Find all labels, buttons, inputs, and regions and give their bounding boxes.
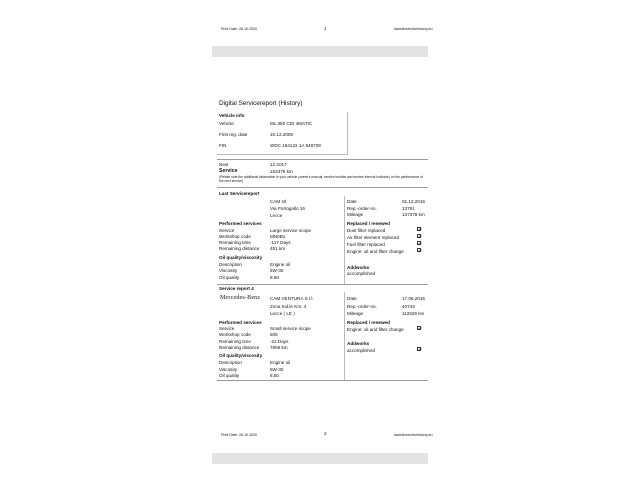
s4-remaining-distance-label: Remaining distance [219, 345, 260, 350]
s4-workshop-label: Workshop code [219, 332, 251, 337]
checkmark-icon [417, 248, 421, 252]
s4-oil-description-value: Engine oil [270, 360, 291, 365]
last-oil-heading: Oil quality/viscosity [219, 255, 263, 260]
column-divider [344, 196, 345, 284]
last-viscosity-label: Viscosity [219, 268, 238, 273]
last-workshop-value: MN0B1 [270, 234, 286, 239]
last-date-value: 01.12.2016 [402, 199, 425, 204]
first-reg-label: First reg. date [219, 132, 248, 137]
mercedes-benz-logo: Mercedes-Benz [220, 295, 261, 301]
last-oil-description-value: Engine oil [270, 262, 291, 267]
s4-date-label: Date [347, 296, 357, 301]
fin-label: FIN [219, 143, 227, 148]
vehicle-info-heading: Vehicle info [219, 113, 245, 118]
s4-mileage-label: Mileage [347, 311, 364, 316]
last-addworks-heading: Addworks [347, 265, 370, 270]
next-service-note: (Please note the additional information in your vehicle (owner's manual, service booklet and service interval indicator) on the performance of the next service) [219, 175, 424, 183]
divider [217, 380, 428, 381]
page-break-band [212, 46, 428, 57]
last-date-label: Date [347, 199, 357, 204]
page1-page-number: 1 [324, 26, 327, 31]
checkmark-icon [417, 347, 421, 351]
last-mileage-value: 137378 km [402, 212, 425, 217]
page1-print-date: Print Date: 28.10.2020 [221, 27, 257, 31]
divider [217, 159, 428, 160]
last-dealer-name: CAM srl [270, 199, 287, 204]
column-divider [344, 292, 345, 380]
s4-workshop-value: 505 [270, 332, 278, 337]
checkmark-icon [417, 234, 421, 238]
page2-header-right: daimlerservicehistory.eu [394, 433, 433, 437]
last-mileage-label: Mileage [347, 212, 364, 217]
last-replaced-item: Engine: oil and filter change [347, 249, 404, 254]
s4-date-value: 17.08.2015 [402, 296, 425, 301]
s4-mileage-value: 112629 km [402, 311, 425, 316]
divider [217, 284, 428, 285]
last-replaced-item: Air filter element replaced [347, 235, 400, 240]
service-label: Service [219, 168, 238, 174]
last-service-scope-label: Service [219, 228, 235, 233]
last-service-heading: Last Servicereport [219, 191, 260, 196]
s4-oil-quality-label: Oil quality [219, 373, 240, 378]
last-viscosity-value: 5W-30 [270, 268, 284, 273]
last-replaced-heading: Replaced / renewed [347, 221, 390, 226]
s4-dealer-street: Zona Ind.le Km. 4 [270, 304, 307, 309]
s4-service-scope-value: Small service scope [270, 326, 311, 331]
last-remaining-distance-value: 451 km [270, 246, 286, 251]
s4-oil-quality-value: 8,50 [270, 373, 279, 378]
checkmark-icon [417, 227, 421, 231]
page2-print-date: Print Date: 28.10.2020 [221, 433, 257, 437]
service4-heading: Service report 4 [219, 286, 254, 291]
next-label: Next [219, 162, 229, 167]
checkmark-icon [417, 241, 421, 245]
s4-remaining-time-label: Remaining time [219, 339, 251, 344]
s4-oil-heading: Oil quality/viscosity [219, 353, 263, 358]
last-dealer-city: Lecce [270, 213, 283, 218]
page-title: Digital Servicereport (History) [219, 100, 303, 107]
checkmark-icon [417, 326, 421, 330]
s4-replaced-item: Engine: oil and filter change [347, 327, 404, 332]
last-workshop-label: Workshop code [219, 234, 251, 239]
page1-header-right: daimlerservicehistory.eu [394, 27, 433, 31]
last-addworks-value: accomplished [347, 271, 376, 276]
vehicle-value: ML 350 CDI 4MATIC [270, 121, 313, 126]
last-oil-quality-label: Oil quality [219, 275, 240, 280]
last-oil-description-label: Description [219, 262, 242, 267]
last-dealer-street: Via Portogallo 16 [270, 206, 305, 211]
vehicle-label: Vehicle [219, 121, 234, 126]
page2-page-number: 2 [324, 431, 327, 436]
s4-replaced-heading: Replaced / renewed [347, 320, 390, 325]
s4-remaining-time-value: -22 Days [270, 339, 289, 344]
last-oil-quality-value: 8.50 [270, 275, 279, 280]
s4-addworks-heading: Addworks [347, 341, 370, 346]
s4-service-scope-label: Service [219, 326, 235, 331]
s4-oil-description-label: Description [219, 360, 242, 365]
last-replaced-item: Fuel filter replaced [347, 242, 385, 247]
s4-viscosity-label: Viscosity [219, 367, 238, 372]
last-order-value: 13791 [402, 206, 415, 211]
s4-dealer-name: CAM VENTURA S.r.l. [270, 296, 314, 301]
next-value: 12.2017 [270, 162, 287, 167]
last-remaining-time-value: -117 Days [270, 240, 291, 245]
s4-order-label: Rep.-order-no. [347, 304, 377, 309]
s4-addworks-value: accomplished [347, 348, 376, 353]
last-order-label: Rep.-order-no. [347, 206, 377, 211]
last-remaining-distance-label: Remaining distance [219, 246, 260, 251]
page-break-band [212, 453, 428, 464]
first-reg-value: 10.12.2009 [270, 132, 293, 137]
last-performed-heading: Performed services [219, 221, 262, 226]
service-value: 162378 km [270, 169, 293, 174]
last-replaced-item: Dust filter replaced [347, 228, 386, 233]
s4-dealer-city: Lecce ( LE ) [270, 311, 295, 316]
s4-remaining-distance-value: 7856 km [270, 345, 288, 350]
s4-viscosity-value: 5W-30 [270, 367, 284, 372]
divider [217, 187, 428, 188]
fin-value: WDC 164122 1A 548709 [270, 143, 321, 148]
last-service-scope-value: Large service scope [270, 228, 312, 233]
s4-performed-heading: Performed services [219, 320, 262, 325]
s4-order-value: 40742 [402, 304, 415, 309]
last-remaining-time-label: Remaining time [219, 240, 251, 245]
